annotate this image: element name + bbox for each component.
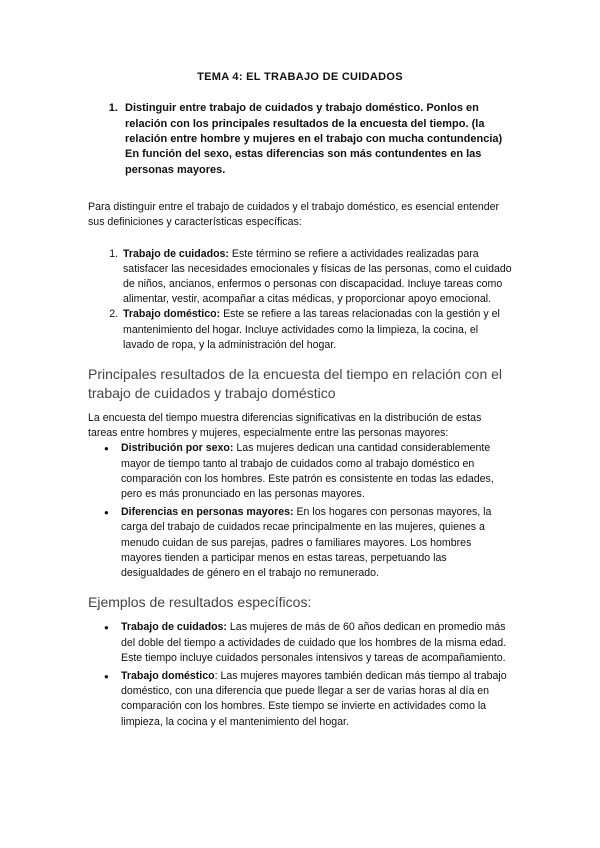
item-text: : Las mujeres mayores también dedican más tiempo al trabajo doméstico, con una diferencia que puede llegar a ser de varias horas al día en comparación con los hombres. Este tiempo se invierte en actividades como la limpieza, la cocina y el mantenimiento del hogar. (121, 669, 507, 728)
section2-list (88, 620, 512, 729)
definition-item-cuidados (121, 247, 512, 308)
intro-paragraph: Para distinguir entre el trabajo de cuidados y el trabajo doméstico, es esencial entender sus definiciones y características específicas: (88, 201, 500, 229)
section1-item (121, 505, 512, 581)
section2-item (121, 669, 512, 730)
section2-item (121, 620, 512, 666)
item-term: Distribución por sexo: (121, 442, 234, 455)
document-title: TEMA 4: EL TRABAJO DE CUIDADOS (197, 71, 403, 83)
item-term: Trabajo de cuidados: (121, 621, 227, 634)
question-item: 1. Distinguir entre trabajo de cuidados y trabajo doméstico. Ponlos en relación con los principales resultados de la encuesta del tiempo. (la relación entre hombre y mujeres en el trabajo con mucha contundencia) En función del sexo, estas diferencias son más contundentes en las personas mayores. (121, 101, 512, 178)
definition-item-domestico (121, 307, 512, 353)
item-term: Trabajo doméstico (121, 669, 215, 682)
section1-item (121, 441, 512, 502)
section2-heading: Ejemplos de resultados específicos: (88, 594, 312, 611)
section1-list (88, 441, 512, 581)
item-text: En los hogares con personas mayores, la carga del trabajo de cuidados recae principalmente en las mujeres, quienes a menudo cuidan de sus parejas, padres o familiares mayores. Los hombres mayores tienden a participar menos en estas tareas, perpetuando las desigualdades de género en el trabajo no remunerado. (121, 506, 492, 580)
definitions-list (88, 247, 512, 353)
definition-text: Este término se refiere a actividades realizadas para satisfacer las necesidades emocionales y físicas de las personas, como el cuidado de niños, ancianos, enfermos o personas con discapacidad. Incluye tareas como alimentar, vestir, acompañar a citas médicas, y proporcionar apoyo emocional. (123, 247, 512, 306)
item-term: Diferencias en personas mayores: (121, 506, 294, 519)
definition-term: Trabajo doméstico: (123, 308, 221, 321)
question-list (88, 101, 512, 178)
section1-heading: Principales resultados de la encuesta del tiempo en relación con el trabajo de cuidados y trabajo doméstico (88, 366, 503, 402)
item-text: Las mujeres de más de 60 años dedican en promedio más del doble del tiempo a actividades de cuidado que los hombres de la misma edad. Este tiempo incluye cuidados personales intensivos y tareas de acompañamiento. (121, 621, 507, 664)
item-text: Las mujeres dedican una cantidad considerablemente mayor de tiempo tanto al trabajo de cuidados como al trabajo doméstico en comparación con los hombres. Este patrón es consistente en todas las edades, pero es más pronunciado en las personas mayores. (121, 442, 494, 501)
definition-text: Este se refiere a las tareas relacionadas con la gestión y el mantenimiento del hogar. Incluye actividades como la limpieza, la cocina, el lavado de ropa, y la administración del hogar. (123, 308, 500, 351)
definition-term: Trabajo de cuidados: (123, 247, 229, 260)
section1-intro: La encuesta del tiempo muestra diferencias significativas en la distribución de estas tareas entre hombres y mujeres, especialmente entre las personas mayores: (88, 412, 482, 440)
